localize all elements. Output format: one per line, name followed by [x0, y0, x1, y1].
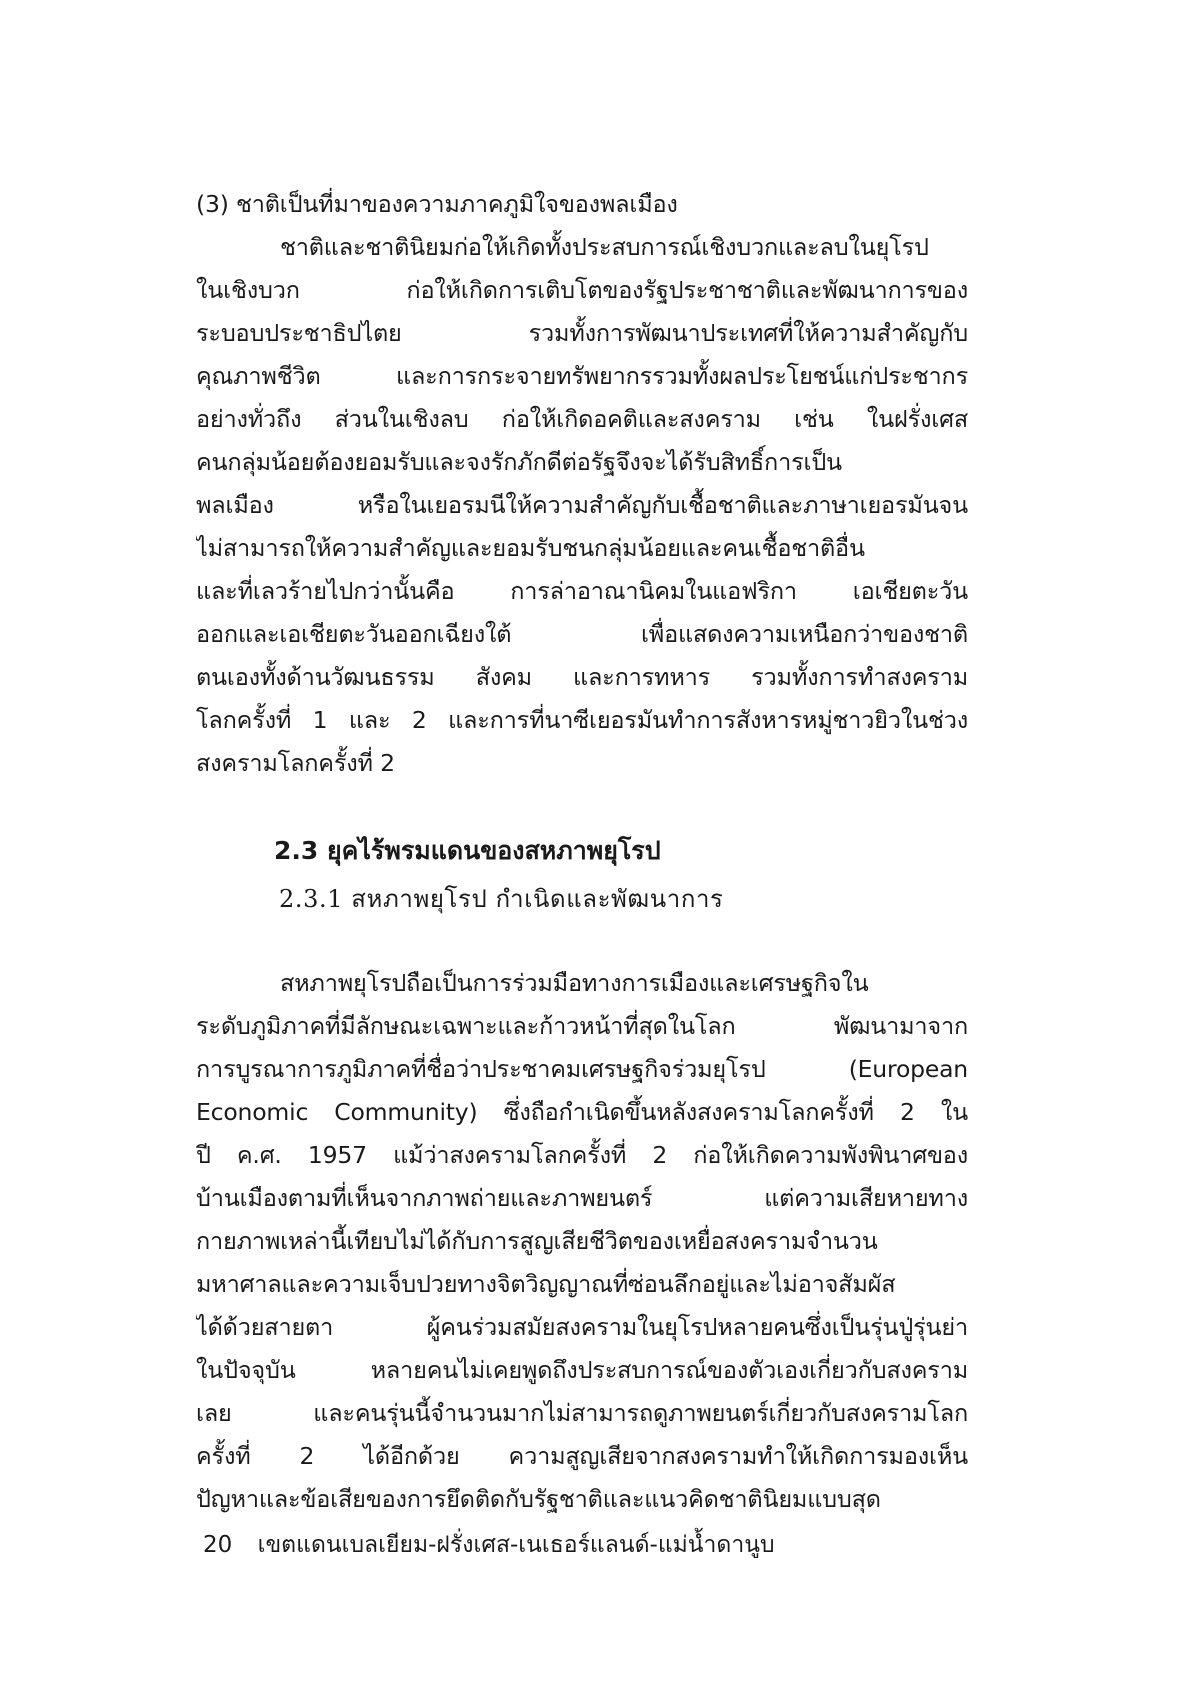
- text-line: ครั้งที่ 2 ได้อีกด้วย ความสูญเสียจากสงครามทำให้เกิดการมองเห็น: [196, 1442, 968, 1470]
- text-line: ชาติและชาตินิยมก่อให้เกิดทั้งประสบการณ์เชิงบวกและลบในยุโรป: [280, 233, 929, 261]
- text-line: กายภาพเหล่านี้เทียบไม่ได้กับการสูญเสียชีวิตของเหยื่อสงครามจำนวน: [196, 1227, 878, 1255]
- text-line: และที่เลวร้ายไปกว่านั้นคือ การล่าอาณานิคมในแอฟริกา เอเชียตะวัน: [196, 577, 968, 605]
- text-line: การบูรณาการภูมิภาคที่ชื่อว่าประชาคมเศรษฐกิจร่วมยุโรป (European: [196, 1055, 968, 1083]
- text-line: คนกลุ่มน้อยต้องยอมรับและจงรักภักดีต่อรัฐจึงจะได้รับสิทธิ์การเป็น: [196, 448, 842, 476]
- text-line: ได้ด้วยสายตา ผู้คนร่วมสมัยสงครามในยุโรปหลายคนซึ่งเป็นรุ่นปู่รุ่นย่า: [196, 1313, 968, 1341]
- text-line: สหภาพยุโรปถือเป็นการร่วมมือทางการเมืองและเศรษฐกิจใน: [280, 969, 869, 997]
- text-line: คุณภาพชีวิต และการกระจายทรัพยากรรวมทั้งผลประโยชน์แก่ประชากร: [196, 362, 968, 390]
- text-line: ตนเองทั้งด้านวัฒนธรรม สังคม และการทหาร รวมทั้งการทำสงคราม: [196, 663, 968, 691]
- running-title: เขตแดนเบลเยียม-ฝรั่งเศส-เนเธอร์แลนด์-แม่น้ำดานูบ: [257, 1532, 775, 1558]
- list-item-heading: (3) ชาติเป็นที่มาของความภาคภูมิใจของพลเมือง: [196, 190, 678, 218]
- text-line: ออกและเอเชียตะวันออกเฉียงใต้ เพื่อแสดงความเหนือกว่าของชาติ: [196, 620, 968, 648]
- text-line: ในเชิงบวก ก่อให้เกิดการเติบโตของรัฐประชาชาติและพัฒนาการของ: [196, 276, 968, 304]
- text-line: ปี ค.ศ. 1957 แม้ว่าสงครามโลกครั้งที่ 2 ก่อให้เกิดความพังพินาศของ: [196, 1141, 968, 1169]
- text-line: พลเมือง หรือในเยอรมนีให้ความสำคัญกับเชื้อชาติและภาษาเยอรมันจน: [196, 491, 968, 519]
- text-line: เลย และคนรุ่นนี้จำนวนมากไม่สามารถดูภาพยนตร์เกี่ยวกับสงครามโลก: [196, 1399, 968, 1427]
- text-line: ระบอบประชาธิปไตย รวมทั้งการพัฒนาประเทศที่ให้ความสำคัญกับ: [196, 319, 968, 347]
- text-line: โลกครั้งที่ 1 และ 2 และการที่นาซีเยอรมันทำการสังหารหมู่ชาวยิวในช่วง: [196, 706, 968, 734]
- text-line: ในปัจจุบัน หลายคนไม่เคยพูดถึงประสบการณ์ของตัวเองเกี่ยวกับสงคราม: [196, 1356, 968, 1384]
- text-line: Economic Community) ซึ่งถือกำเนิดขึ้นหลังสงครามโลกครั้งที่ 2 ใน: [196, 1098, 968, 1126]
- text-line: ปัญหาและข้อเสียของการยึดติดกับรัฐชาติและแนวคิดชาตินิยมแบบสุด: [196, 1485, 881, 1513]
- text-line: อย่างทั่วถึง ส่วนในเชิงลบ ก่อให้เกิดอคติและสงคราม เช่น ในฝรั่งเศส: [196, 405, 968, 433]
- paragraph-national-pride: [196, 183, 968, 785]
- text-line: บ้านเมืองตามที่เห็นจากภาพถ่ายและภาพยนตร์ แต่ความเสียหายทาง: [196, 1184, 968, 1212]
- paragraph-eu-origins: [196, 962, 968, 1521]
- page-number: 20: [203, 1532, 233, 1558]
- page-footer: [203, 1525, 775, 1565]
- section-heading: 2.3 ยุคไร้พรมแดนของสหภาพยุโรป: [274, 836, 661, 865]
- text-line: มหาศาลและความเจ็บปวยทางจิตวิญญาณที่ซ่อนลึกอยู่และไม่อาจสัมผัส: [196, 1270, 896, 1298]
- text-line: ระดับภูมิภาคที่มีลักษณะเฉพาะและก้าวหน้าที่สุดในโลก พัฒนามาจาก: [196, 1012, 968, 1040]
- text-line: ไม่สามารถให้ความสำคัญและยอมรับชนกลุ่มน้อยและคนเชื้อชาติอื่น: [196, 534, 865, 562]
- subsection-heading: 2.3.1 สหภาพยุโรป กำเนิดและพัฒนาการ: [279, 885, 724, 913]
- text-line: สงครามโลกครั้งที่ 2: [196, 749, 395, 777]
